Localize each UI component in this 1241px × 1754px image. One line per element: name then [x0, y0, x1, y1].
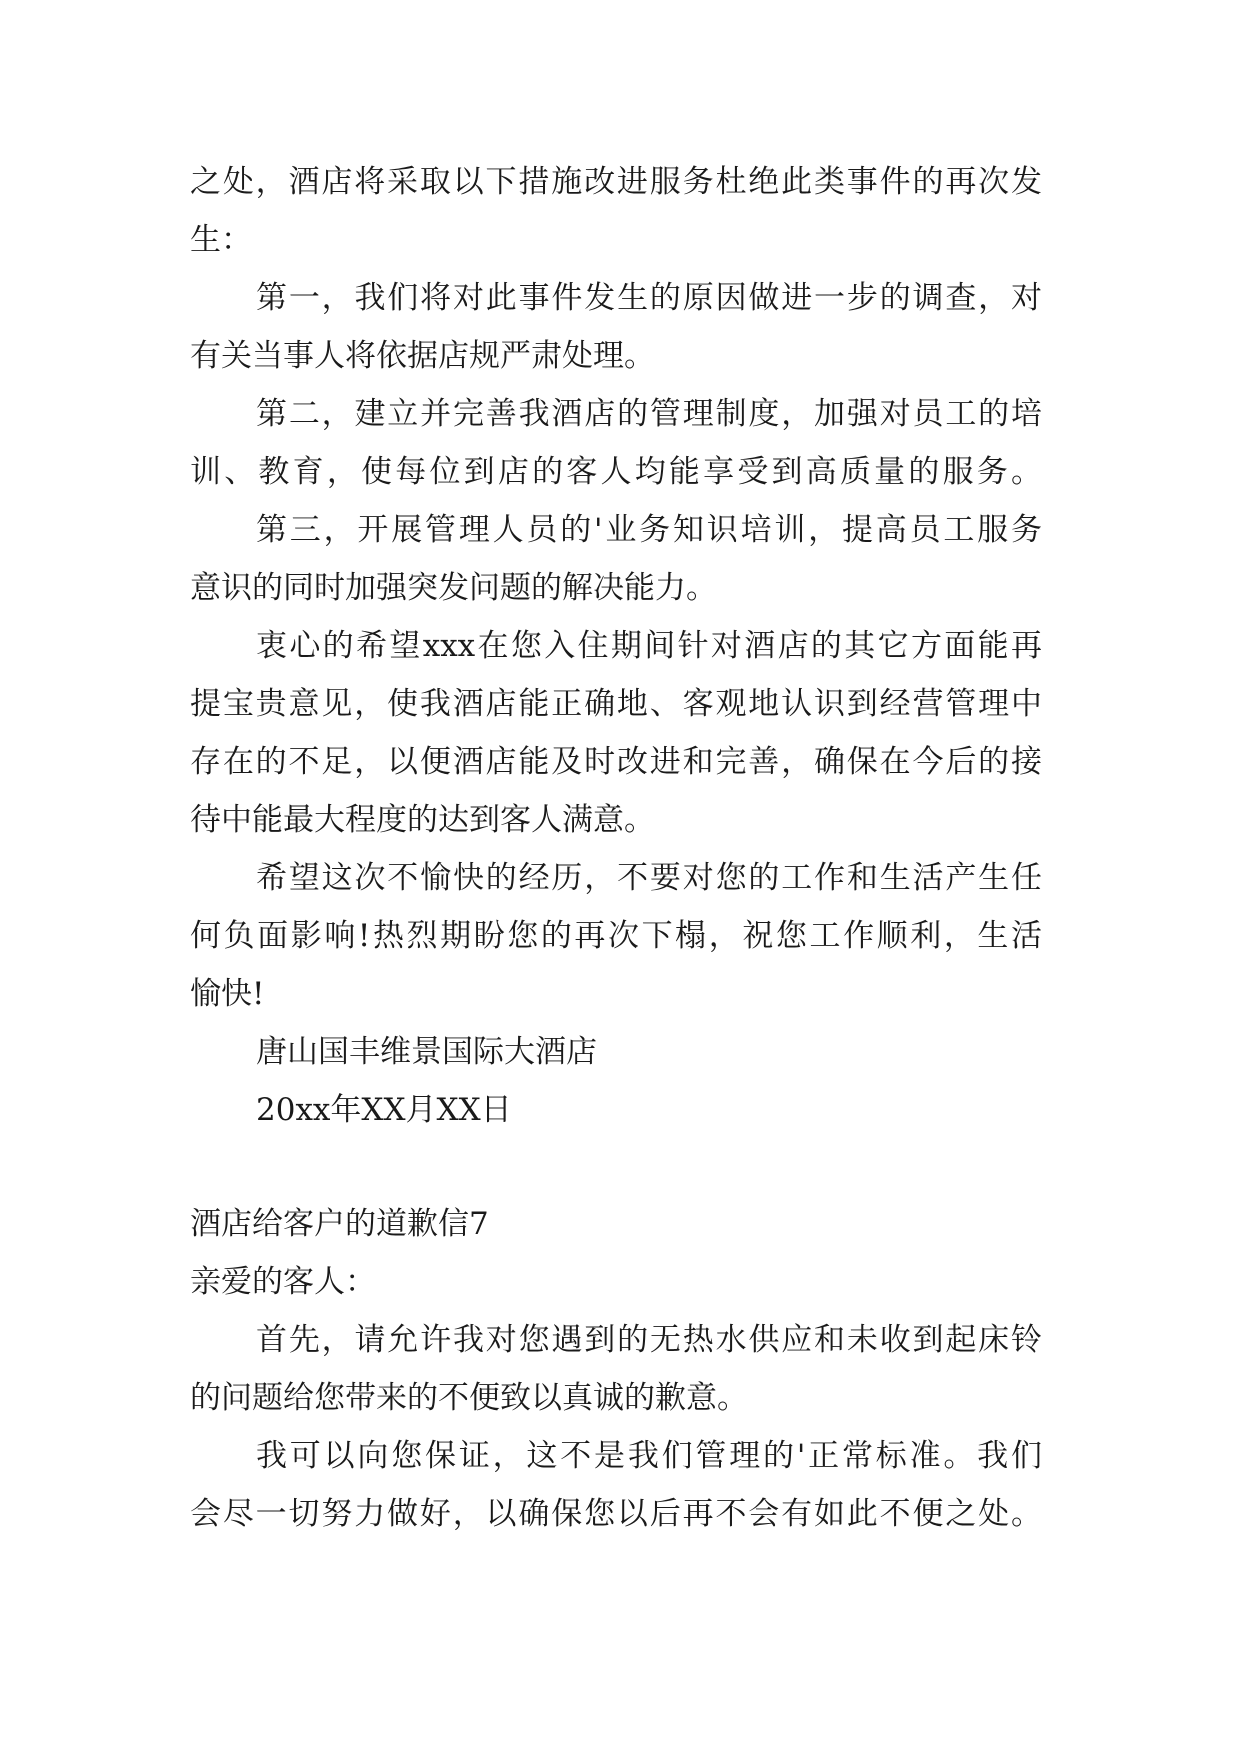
text-line: 希望这次不愉快的经历，不要对您的工作和生活产生任 [256, 860, 1042, 896]
text-line: 意识的同时加强突发问题的解决能力。 [190, 570, 717, 606]
salutation: 亲爱的客人： [190, 1264, 376, 1300]
section-title: 酒店给客户的道歉信7 [190, 1206, 489, 1242]
signature: 唐山国丰维景国际大酒店 [256, 1034, 597, 1070]
text-line: 何负面影响!热烈期盼您的再次下榻，祝您工作顺利，生活 [190, 918, 1042, 954]
text-line: 愉快! [190, 976, 265, 1012]
text-line: 第三，开展管理人员的'业务知识培训，提高员工服务 [256, 512, 1042, 548]
text-line: 第二，建立并完善我酒店的管理制度，加强对员工的培 [256, 396, 1042, 432]
text-line: 待中能最大程度的达到客人满意。 [190, 802, 655, 838]
text-line: 的问题给您带来的不便致以真诚的歉意。 [190, 1380, 748, 1416]
text-line: 提宝贵意见，使我酒店能正确地、客观地认识到经营管理中 [190, 686, 1042, 722]
text-line: 第一，我们将对此事件发生的原因做进一步的调查，对 [256, 280, 1042, 316]
text-line: 有关当事人将依据店规严肃处理。 [190, 338, 655, 374]
text-line: 存在的不足，以便酒店能及时改进和完善，确保在今后的接 [190, 744, 1042, 780]
text-line: 衷心的希望xxx在您入住期间针对酒店的其它方面能再 [256, 628, 1042, 664]
text-line: 会尽一切努力做好，以确保您以后再不会有如此不便之处。 [190, 1496, 1042, 1532]
date: 20xx年XX月XX日 [256, 1092, 512, 1128]
text-line: 之处，酒店将采取以下措施改进服务杜绝此类事件的再次发 [190, 164, 1042, 200]
text-line: 首先，请允许我对您遇到的无热水供应和未收到起床铃 [256, 1322, 1042, 1358]
text-line: 生： [190, 222, 252, 258]
text-line: 我可以向您保证，这不是我们管理的'正常标准。我们 [256, 1438, 1042, 1474]
text-line: 训、教育，使每位到店的客人均能享受到高质量的服务。 [190, 454, 1042, 490]
